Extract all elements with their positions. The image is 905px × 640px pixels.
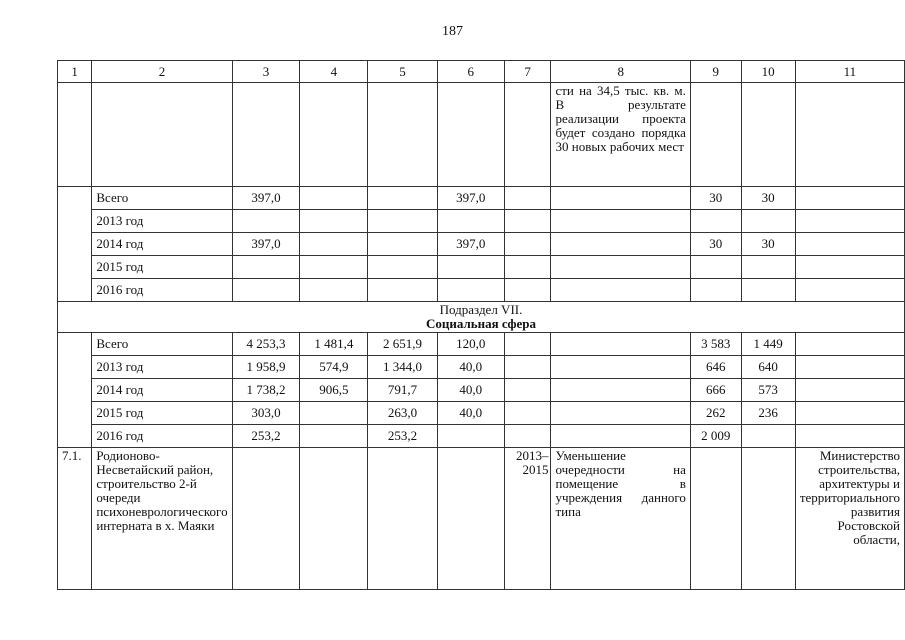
- column-number: 10: [741, 61, 795, 83]
- jobs-col9: 646: [690, 356, 741, 379]
- regional-amount: 791,7: [368, 379, 438, 402]
- financing-row: [58, 356, 905, 379]
- total-amount: 397,0: [232, 233, 300, 256]
- total-amount: 1 958,9: [232, 356, 300, 379]
- jobs-col9: 2 009: [690, 425, 741, 448]
- period-label: Всего: [92, 333, 232, 356]
- financing-row: [58, 279, 905, 302]
- column-number: 6: [437, 61, 504, 83]
- other-amount: 120,0: [437, 333, 504, 356]
- jobs-col10: 30: [741, 187, 795, 210]
- regional-amount: [368, 187, 438, 210]
- other-amount: 40,0: [437, 402, 504, 425]
- regional-amount: 2 651,9: [368, 333, 438, 356]
- other-amount: 40,0: [437, 356, 504, 379]
- regional-amount: 253,2: [368, 425, 438, 448]
- program-table: [57, 60, 905, 590]
- subsection-heading: [58, 302, 905, 333]
- financing-row: [58, 425, 905, 448]
- period-label: 2013 год: [92, 356, 232, 379]
- federal-amount: 1 481,4: [300, 333, 368, 356]
- item-executor: Министерство строительства, архитектуры и территориального развития Ростовской области,: [795, 448, 904, 590]
- total-amount: 4 253,3: [232, 333, 300, 356]
- column-number: 5: [368, 61, 438, 83]
- financing-row: [58, 256, 905, 279]
- column-number: 9: [690, 61, 741, 83]
- continuation-row: [58, 83, 905, 187]
- financing-row: [58, 210, 905, 233]
- result-description-continued: сти на 34,5 тыс. кв. м. В результате реализации проекта будет создано порядка 30 новых рабочих мест: [551, 83, 690, 187]
- jobs-col10: 236: [741, 402, 795, 425]
- jobs-col9: 30: [690, 187, 741, 210]
- period-label: 2015 год: [92, 402, 232, 425]
- subsection-title: Социальная сфера: [425, 316, 537, 331]
- column-number: 8: [551, 61, 690, 83]
- column-number: 1: [58, 61, 92, 83]
- period-label: 2014 год: [92, 233, 232, 256]
- financing-row: [58, 333, 905, 356]
- financing-row: [58, 233, 905, 256]
- period-label: Всего: [92, 187, 232, 210]
- page-number: 187: [442, 24, 463, 39]
- total-amount: 1 738,2: [232, 379, 300, 402]
- period-label: 2015 год: [92, 256, 232, 279]
- financing-row: [58, 379, 905, 402]
- period-label: 2013 год: [92, 210, 232, 233]
- column-number: 11: [795, 61, 904, 83]
- period-label: 2016 год: [92, 279, 232, 302]
- item-years: 2013–2015: [504, 448, 551, 590]
- other-amount: 40,0: [437, 379, 504, 402]
- jobs-col9: 666: [690, 379, 741, 402]
- column-number: 3: [232, 61, 300, 83]
- item-name: Родионово-Несветайский район, строительство 2-й очереди психоневрологического интерната в х. Маяки: [92, 448, 232, 590]
- jobs-col9: 3 583: [690, 333, 741, 356]
- other-amount: 397,0: [437, 187, 504, 210]
- jobs-col10: 573: [741, 379, 795, 402]
- column-number: 2: [92, 61, 232, 83]
- column-number: 7: [504, 61, 551, 83]
- jobs-col10: 640: [741, 356, 795, 379]
- period-label: 2016 год: [92, 425, 232, 448]
- program-item-row: [58, 448, 905, 590]
- column-number: 4: [300, 61, 368, 83]
- total-amount: 397,0: [232, 187, 300, 210]
- period-label: 2014 год: [92, 379, 232, 402]
- regional-amount: 263,0: [368, 402, 438, 425]
- item-number: 7.1.: [58, 448, 92, 590]
- federal-amount: 574,9: [300, 356, 368, 379]
- federal-amount: [300, 187, 368, 210]
- jobs-col10: 30: [741, 233, 795, 256]
- regional-amount: 1 344,0: [368, 356, 438, 379]
- federal-amount: 906,5: [300, 379, 368, 402]
- jobs-col9: 30: [690, 233, 741, 256]
- financing-row: [58, 402, 905, 425]
- jobs-col9: 262: [690, 402, 741, 425]
- other-amount: 397,0: [437, 233, 504, 256]
- financing-row: [58, 187, 905, 210]
- column-number-row: [58, 61, 905, 83]
- total-amount: 303,0: [232, 402, 300, 425]
- subsection-number: Подраздел VII.: [439, 302, 523, 317]
- jobs-col10: 1 449: [741, 333, 795, 356]
- item-result: Уменьшение очередности на помещение в учреждения данного типа: [551, 448, 690, 590]
- total-amount: 253,2: [232, 425, 300, 448]
